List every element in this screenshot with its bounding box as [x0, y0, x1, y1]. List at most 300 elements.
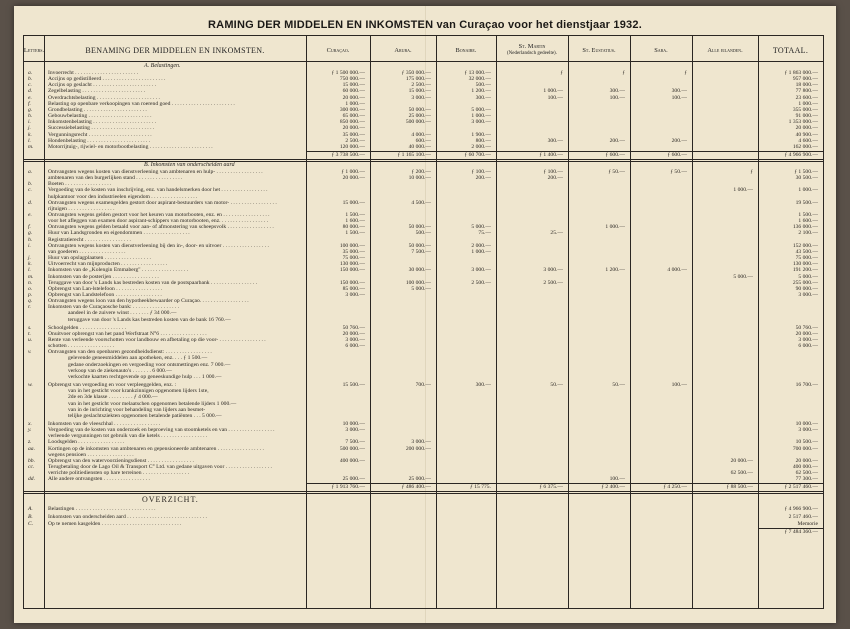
amount-b: ƒ 100.— — [471, 168, 491, 175]
row-letter: d. — [28, 88, 33, 95]
amount-ar: 2 500.— — [411, 82, 431, 89]
row-letter: cc. — [28, 464, 35, 470]
row-letter: h. — [28, 113, 33, 120]
row-label: Gebouwbelasting . . . . . . . . . . . . . . . . . . . . . . . — [48, 113, 152, 120]
row-label: Alle andere ontvangsten . . . . . . . . . . . . . . . . . — [48, 476, 150, 483]
row-label: schotten . . . . . . . . . . . . . . . . . — [48, 343, 115, 350]
column-rule — [568, 36, 569, 608]
amount-ar: 50 000.— — [408, 224, 431, 231]
row-label: Vergunningsrecht . . . . . . . . . . . . . . . . . . . . . . . — [48, 131, 152, 138]
row-label: Ontvangsten wegens kosten van dienstverleening bij den in-, door- en uitvoer . . . . . . . . . . . . . . . . . — [48, 242, 269, 249]
amount-b: 1 200.— — [471, 88, 491, 95]
row-letter: c. — [28, 82, 32, 89]
row-label: Ontvangsten wegens gelden betaald voor aan- of afmonstering van scheepsvolk . . . . . . . . . . . . . . . . . — [48, 224, 274, 231]
amount-c: 750 000.— — [339, 76, 365, 83]
row-label: Vergoeding van de kosten van inschrijving, enz. van handelsmerken door het . . . . . . . . . . . . . . . . . — [48, 187, 268, 194]
amount-sm: 200.— — [547, 175, 563, 182]
amount-sa: ƒ 600.— — [667, 151, 687, 158]
amount-c: 2 500.— — [345, 137, 365, 144]
amount-c: 15 500.— — [342, 382, 365, 389]
row-letter: a. — [28, 70, 33, 76]
care-detail-line: van in de inrichting voor behandeling van lijders aan besmet- — [68, 406, 206, 413]
row-letter: x. — [28, 420, 32, 427]
row-label: Inkomsten van de „Kolengin Emmaberg" . . . . . . . . . . . . . . . . . — [48, 267, 189, 274]
amount-b: 2 000.— — [471, 242, 491, 249]
column-rule — [758, 36, 759, 608]
amount-ar: 25 000.— — [408, 113, 431, 120]
amount-tt: 40 900.— — [795, 131, 818, 138]
amount-c: 85 000.— — [342, 285, 365, 292]
budget-table — [23, 35, 824, 609]
amount-ar: 4 000.— — [411, 131, 431, 138]
amount-tt: 90 000.— — [795, 285, 818, 292]
amount-c: 20 000.— — [342, 175, 365, 182]
amount-tt: 3 000.— — [798, 291, 818, 298]
row-letter: r. — [28, 304, 31, 311]
amount-se: 1 200.— — [605, 267, 625, 274]
row-letter: l. — [28, 267, 31, 274]
amount-al: ƒ — [750, 168, 753, 175]
health-detail-line: gedane onderzoekingen en vergoeding voor ontsmettingen enz. 7 000.— — [68, 361, 231, 368]
amount-tt: ƒ 1 863 000.— — [784, 70, 818, 76]
amount-ar: 5 000.— — [411, 285, 431, 292]
row-label: Opbrengst van vergoeding en voor verpleeggelden, enz. : — [48, 382, 177, 389]
header-st-martin — [496, 39, 568, 61]
amount-c: 3 000.— — [345, 337, 365, 343]
column-rule — [306, 36, 307, 608]
amount-c: ƒ 1 913 760.— — [331, 484, 365, 491]
amount-b: 2 500.— — [471, 279, 491, 286]
amount-se: 100.— — [609, 94, 625, 101]
amount-tt: 6 000.— — [798, 343, 818, 350]
amount-c: 20 000.— — [342, 330, 365, 337]
amount-ar: 15 000.— — [408, 88, 431, 95]
amount-tt: 1 353 000.— — [788, 119, 818, 126]
header-saba: Saba. — [654, 46, 668, 54]
row-label: Vergoeding van de kosten van onderzoek en beproeving van stoomketels en van . . . . . . . . . . . . . . . . . — [48, 427, 275, 434]
row-letter: y. — [28, 427, 32, 434]
row-rule — [758, 528, 823, 529]
amount-al: ƒ 88 500.— — [726, 484, 753, 491]
header-aruba: Aruba. — [394, 46, 412, 54]
row-letter: f. — [28, 224, 31, 231]
amount-b: 5 000.— — [471, 106, 491, 113]
row-letter: a. — [28, 168, 33, 175]
amount-tt: 191 200.— — [792, 267, 818, 274]
amount-sm: 3 000.— — [543, 267, 563, 274]
row-letter: n. — [28, 279, 33, 286]
section-a-heading: A. Belastingen. — [144, 63, 181, 69]
amount-sa: ƒ — [684, 70, 687, 76]
amount-tt: ƒ 4 966 900.— — [784, 151, 818, 158]
amount-tt: 957 000.— — [792, 76, 818, 83]
row-letter: e. — [28, 212, 32, 218]
row-letter: o. — [28, 285, 33, 292]
amount-c: 6 000.— — [345, 343, 365, 350]
row-letter: l. — [28, 137, 31, 144]
amount-c: 3 000.— — [345, 427, 365, 434]
column-rule — [630, 36, 631, 608]
header-alle-eilanden: Alle eilanden. — [707, 46, 743, 54]
amount-sm: ƒ — [560, 70, 563, 76]
row-letter: g. — [28, 230, 33, 237]
amount-b: 2 000.— — [471, 143, 491, 150]
amount-tt: 62 500.— — [795, 470, 818, 477]
row-label: Onuitvoer opbrengst van het pand Werfstraat N°6 . . . . . . . . . . . . . . . . . — [48, 330, 207, 337]
row-label: Inkomsten van de vleeschhal . . . . . . . . . . . . . . . . . — [48, 420, 161, 427]
amount-ar: ƒ 350 000.— — [401, 70, 431, 76]
row-label: Zegelbelasting . . . . . . . . . . . . . . . . . . . . . . . — [48, 88, 146, 95]
amount-se: ƒ 50.— — [608, 168, 625, 175]
row-label: Belastingen . . . . . . . . . . . . . . . . . . . . . . . . . . . . . — [48, 506, 156, 513]
amount-ar: 30 000.— — [408, 267, 431, 274]
row-letter: k. — [28, 131, 32, 138]
amount-b: 1 000.— — [471, 248, 491, 255]
amount-c: 400 000.— — [339, 457, 365, 464]
row-label: Huur van Landsgronden en eigendommen . . . . . . . . . . . . . . . . . — [48, 230, 190, 237]
amount-sa: 200.— — [671, 137, 687, 144]
bank-detail-line: aandeel in de zuivere winst . . . . . . . ƒ 34 000.— — [68, 310, 177, 317]
row-label: voor het afleggen van examen door aspirant-schippers van motorbooten, enz. . . . . . . . . . . . . . . . . . — [48, 218, 269, 225]
amount-ar: 40 000.— — [408, 143, 431, 150]
amount-tt: 1 000.— — [798, 100, 818, 107]
amount-tt: 91 000.— — [795, 113, 818, 120]
bank-detail-line: teruggave van door 's Lands kas bestreden kosten van de bank 16 760.— — [68, 316, 231, 323]
amount-tt: 162 000.— — [792, 143, 818, 150]
amount-ar: 50 000.— — [408, 106, 431, 113]
row-label: Uitvoerrecht van mijnproducten . . . . . . . . . . . . . . . . . — [48, 261, 168, 268]
row-letter: w. — [28, 382, 33, 389]
row-label: verrichte politiediensten op hare terreinen . . . . . . . . . . . . . . . . . — [48, 470, 190, 477]
amount-b: 32 000.— — [468, 76, 491, 83]
amount-se: 50.— — [612, 382, 625, 389]
amount-sm: 2 500.— — [543, 279, 563, 286]
amount-c: 3 000.— — [345, 291, 365, 298]
amount-c: 1 600.— — [345, 218, 365, 225]
row-label: Invoerrecht . . . . . . . . . . . . . . . . . . . . . . . — [48, 70, 139, 76]
amount-sm: 100.— — [547, 94, 563, 101]
section-b-heading: B. Inkomsten van onderscheiden aard — [144, 161, 235, 168]
row-letter: B. — [28, 513, 33, 520]
column-rule — [496, 36, 497, 608]
amount-c: 1 500.— — [345, 230, 365, 237]
amount-b: 75.— — [478, 230, 491, 237]
amount-tt: 1 000.— — [798, 187, 818, 194]
amount-tt: 1 500.— — [798, 212, 818, 218]
row-letter: j. — [28, 255, 31, 262]
amount-c: 25 000.— — [342, 476, 365, 483]
row-label: Opbrengst van Landstelefoon . . . . . . . . . . . . . . . . . — [48, 291, 162, 298]
amount-tt: 3 000.— — [798, 427, 818, 434]
row-letter: b. — [28, 181, 33, 188]
amount-tt: 255 000.— — [792, 279, 818, 286]
row-label: Inkomsten van de posterijen . . . . . . . . . . . . . . . . . — [48, 273, 159, 280]
amount-ar: 25 000.— — [408, 476, 431, 483]
row-letter: h. — [28, 236, 33, 243]
row-label: Kortingen op de inkomsten van ambtenaren en gepensioneerde ambtenaren . . . . . . . . . . . . . . . . . — [48, 445, 264, 452]
row-label: Inkomsten van de Curaçaosche bank: . . . . . . . . . . . . . . . . . — [48, 304, 180, 311]
row-letter: z. — [28, 439, 32, 446]
row-label: Loodsgelden . . . . . . . . . . . . . . . . . — [48, 439, 125, 446]
row-label: Opbrengst van den watervoorzieningsdienst . . . . . . . . . . . . . . . . . — [48, 457, 194, 464]
header-letters: Letters. — [23, 46, 45, 54]
amount-sa: ƒ 50.— — [670, 168, 687, 175]
amount-c: 300 000.— — [339, 106, 365, 113]
amount-tt: 43 500.— — [795, 248, 818, 255]
amount-sm: ƒ 100.— — [543, 168, 563, 175]
amount-b: 3 000.— — [471, 119, 491, 126]
amount-se: 300.— — [609, 88, 625, 95]
amount-tt: 10 000.— — [795, 420, 818, 427]
amount-c: 100 000.— — [339, 242, 365, 249]
amount-c: 60 000.— — [342, 88, 365, 95]
row-label: Op te nemen kasgelden . . . . . . . . . . . . . . . . . . . . . . . . . . . . . — [48, 520, 182, 527]
amount-tt: 20 000.— — [795, 125, 818, 132]
amount-ar: ƒ 1 165 100.— — [397, 151, 431, 158]
amount-ar: ƒ 486 400.— — [401, 484, 431, 491]
row-letter: bb. — [28, 457, 35, 464]
amount-b: 1 000.— — [471, 113, 491, 120]
amount-se: 200.— — [609, 137, 625, 144]
amount-tt: 23 600.— — [795, 94, 818, 101]
row-letter: q. — [28, 298, 33, 305]
amount-ar: 200 000.— — [405, 445, 431, 452]
amount-c: 80 000.— — [342, 224, 365, 231]
amount-c: 50 760.— — [342, 324, 365, 331]
amount-b: 800.— — [475, 137, 491, 144]
amount-sm: 1 000.— — [543, 88, 563, 95]
row-label: Terugbetaling door de Lago Oil & Transport C° Ltd. van gedane uitgaven voor . . . . . . . . . . . . . . . . . — [48, 464, 272, 470]
row-rule — [24, 491, 823, 494]
amount-sm: 50.— — [550, 382, 563, 389]
amount-c: 15 000.— — [342, 199, 365, 206]
amount-c: 1 000.— — [345, 100, 365, 107]
row-label: Inkomstenbelasting . . . . . . . . . . . . . . . . . . . . . . . — [48, 119, 157, 126]
column-rule — [370, 36, 371, 608]
amount-c: ƒ 3 738 500.— — [331, 151, 365, 158]
row-letter: v. — [28, 349, 32, 356]
amount-sa: 100.— — [671, 94, 687, 101]
amount-ar: 10 000.— — [408, 175, 431, 182]
row-letter: s. — [28, 324, 32, 331]
amount-ar: 4 500.— — [411, 199, 431, 206]
amount-tt: 77 800.— — [795, 88, 818, 95]
amount-se: 1 000.— — [605, 224, 625, 231]
row-label: hulpkantoor voor den industrieelen eigendom . . . . . . . . . . . . . . . . . — [48, 193, 198, 200]
row-label: Belasting op openbare verkoopingen van roerend goed . . . . . . . . . . . . . . . . . . . . . . . — [48, 100, 235, 107]
health-detail-line: gelevende geneesmiddelen aan apotheken, enz. . . . ƒ 1 500.— — [68, 355, 208, 362]
amount-c: 20 000.— — [342, 94, 365, 101]
row-label: Accijns op geslacht . . . . . . . . . . . . . . . . . . . . . . . — [48, 82, 157, 89]
row-letter: d. — [28, 199, 33, 206]
amount-ar: 600.— — [415, 137, 431, 144]
amount-tt: 4 600.— — [798, 137, 818, 144]
amount-c: 150 000.— — [339, 267, 365, 274]
column-rule — [44, 36, 45, 608]
amount-b: 3 000.— — [471, 267, 491, 274]
amount-b: 300.— — [475, 382, 491, 389]
amount-tt: ƒ 4 966 900.— — [784, 506, 818, 513]
amount-se: ƒ 600.— — [605, 151, 625, 158]
header-st-eustatius: St. Eustatius. — [582, 46, 616, 54]
row-label: ambtenaren van den burgerlijken stand . . . . . . . . . . . . . . . . . — [48, 175, 183, 182]
row-letter: m. — [28, 143, 34, 150]
amount-b: ƒ 60 700.— — [464, 151, 491, 158]
amount-c: 35 000.— — [342, 131, 365, 138]
amount-tt: ƒ 7 484 360.— — [784, 528, 818, 535]
amount-c: 150 000.— — [339, 279, 365, 286]
amount-c: ƒ 1 500 000.— — [331, 70, 365, 76]
amount-b: 300.— — [475, 94, 491, 101]
row-label: Ontvangsten wegens gelden gestort voor het keuren van motorbooten, enz. en . . . . . . . . . . . . . . . . . — [48, 212, 270, 218]
row-label: Ontvangsten wegens kosten van dienstverleening van ambtenaren en hulp- . . . . . . . . . . . . . . . . . — [48, 168, 263, 175]
care-detail-line: telijke geslachtsziekten opgenomen betalende patiënten . . . 5 000.— — [68, 412, 222, 419]
row-letter: b. — [28, 76, 33, 83]
amount-ar: 700.— — [415, 382, 431, 389]
row-letter: c. — [28, 187, 32, 194]
amount-tt: 136 000.— — [792, 224, 818, 231]
row-rule — [306, 151, 823, 152]
amount-tt: 700 000.— — [792, 445, 818, 452]
amount-sm: ƒ 1 400.— — [539, 151, 563, 158]
amount-sa: ƒ 4 250.— — [663, 484, 687, 491]
amount-tt: 5 000.— — [798, 273, 818, 280]
amount-b: 500.— — [475, 82, 491, 89]
amount-ar: 175 000.— — [405, 76, 431, 83]
amount-tt: 400 000.— — [792, 464, 818, 470]
row-letter: u. — [28, 337, 33, 343]
amount-ar: 100 000.— — [405, 279, 431, 286]
amount-c: 7 500.— — [345, 439, 365, 446]
amount-b: 1 900.— — [471, 131, 491, 138]
amount-c: 75 000.— — [342, 255, 365, 262]
row-letter: f. — [28, 100, 31, 107]
amount-ar: 3 000.— — [411, 94, 431, 101]
row-label: Registratierecht . . . . . . . . . . . . . . . . . — [48, 236, 131, 243]
column-rule — [436, 36, 437, 608]
row-label: Motorrijtuig-, rijwiel- en motorbootbelasting . . . . . . . . . . . . . . . . . . . . . . . — [48, 143, 213, 150]
row-rule — [24, 159, 823, 162]
row-letter: k. — [28, 261, 32, 268]
amount-tt: 10 500.— — [795, 439, 818, 446]
row-letter: p. — [28, 291, 33, 298]
amount-tt: 1 600.— — [798, 218, 818, 225]
health-detail-line: verkoop van de ziekenauto's . . . . . . . 6 000.— — [68, 367, 172, 374]
amount-tt: 77 300.— — [795, 476, 818, 483]
amount-al: 20 000.— — [730, 457, 753, 464]
care-detail-line: van in het gesticht voor melaatschen opgenomen betalende lijders 1 000.— — [68, 400, 237, 407]
header-curacao: Curaçao. — [326, 46, 350, 54]
row-label: Accijns op gedistilleerd . . . . . . . . . . . . . . . . . . . . . . . — [48, 76, 166, 83]
amount-sa: 300.— — [671, 88, 687, 95]
care-detail-line: 2de en 3de klasse . . . . . . . . . ƒ 4 000.— — [68, 394, 158, 401]
amount-tt: ƒ 2 517 460.— — [784, 484, 818, 491]
amount-c: ƒ 1 000.— — [341, 168, 365, 175]
amount-tt: 3 000.— — [798, 337, 818, 343]
amount-c: 120 000.— — [339, 143, 365, 150]
amount-b: 5 000.— — [471, 224, 491, 231]
row-letter: aa. — [28, 445, 35, 452]
header-benaming: BENAMING DER MIDDELEN EN INKOMSTEN. — [85, 45, 265, 55]
amount-c: 20 000.— — [342, 125, 365, 132]
amount-ar: 500 000.— — [405, 119, 431, 126]
amount-tt: 20 000.— — [795, 457, 818, 464]
amount-c: 15 000.— — [342, 82, 365, 89]
amount-sm: 300.— — [547, 137, 563, 144]
header-bonaire: Bonaire. — [455, 46, 477, 54]
row-label: wegens pensioen . . . . . . . . . . . . . . . . . — [48, 451, 134, 458]
amount-sm: 25.— — [550, 230, 563, 237]
row-letter: t. — [28, 330, 31, 337]
amount-tt: 152 000.— — [792, 242, 818, 249]
amount-c: 1 500.— — [345, 212, 365, 218]
row-label: verleende vergunningen tot gebruik van die ketels . . . . . . . . . . . . . . . . . — [48, 433, 208, 440]
amount-tt: 18 000.— — [795, 82, 818, 89]
row-letter: i. — [28, 119, 31, 126]
amount-tt: 130 000.— — [792, 261, 818, 268]
header-st-martin-label: St. Martin — [518, 43, 546, 50]
amount-tt: Memorie — [797, 520, 818, 527]
amount-b: ƒ 13 000.— — [464, 70, 491, 76]
row-label: Rente van verleende voorschotten voor landbouw en afbetaling op die voor- . . . . . . . . . . . . . . . . . — [48, 337, 266, 343]
amount-al: 62 500.— — [730, 470, 753, 477]
row-label: Boeten . . . . . . . . . . . . . . . . . — [48, 181, 112, 188]
amount-ar: 7 500.— — [411, 248, 431, 255]
amount-al: 1 000.— — [733, 187, 753, 194]
overzicht-heading: OVERZICHT. — [142, 495, 199, 505]
amount-se: 100.— — [609, 476, 625, 483]
amount-c: 65 000.— — [342, 113, 365, 120]
amount-ar: 50 000.— — [408, 242, 431, 249]
row-letter: C. — [28, 520, 34, 527]
amount-tt: 19 500.— — [795, 199, 818, 206]
row-label: Huur van opslagplaatsen . . . . . . . . . . . . . . . . . — [48, 255, 151, 262]
row-letter: dd. — [28, 476, 35, 483]
header-st-martin-sub: (Nederlandsch gedeelte). — [507, 51, 557, 56]
row-label: Ontvangsten wegens loon van den hypotheekbewaarder op Curaçao. . . . . . . . . . . . . . . . . . — [48, 298, 249, 305]
amount-tt: 30 500.— — [795, 175, 818, 182]
row-letter: A. — [28, 506, 33, 513]
row-label: Overdrachtsbelasting . . . . . . . . . . . . . . . . . . . . . . . — [48, 94, 160, 101]
amount-se: ƒ — [622, 70, 625, 76]
row-letter: e. — [28, 94, 32, 101]
row-label: Hondenbelasting . . . . . . . . . . . . . . . . . . . . . . . — [48, 137, 151, 144]
amount-tt: 50 760.— — [795, 324, 818, 331]
row-label: Ontvangsten wegens examengelden gestort door aspirant-bestuurders van motor- . . . . . . . . . . . . . . . . . — [48, 199, 277, 206]
amount-se: ƒ 2 400.— — [601, 484, 625, 491]
amount-ar: ƒ 200.— — [411, 168, 431, 175]
header-totaal: TOTAAL. — [772, 45, 809, 55]
amount-c: 35 000.— — [342, 248, 365, 255]
row-rule — [24, 61, 823, 62]
amount-tt: 20 000.— — [795, 330, 818, 337]
amount-tt: 2 100.— — [798, 230, 818, 237]
care-detail-line: van in het gesticht voor krankzinnigen opgenomen lijders 1ste, — [68, 388, 209, 395]
amount-sa: 4 000.— — [667, 267, 687, 274]
amount-b: 200.— — [475, 175, 491, 182]
amount-sm: ƒ 6 375.— — [539, 484, 563, 491]
amount-tt: 16 700.— — [795, 382, 818, 389]
row-letter: g. — [28, 106, 33, 113]
row-label: Successiebelasting . . . . . . . . . . . . . . . . . . . . . . . — [48, 125, 155, 132]
row-rule — [306, 483, 823, 484]
row-label: van goederen . . . . . . . . . . . . . . . . . — [48, 248, 126, 255]
health-detail-line: verkochte kaarten rechtgevende op geneeskundige hulp . . . 1 000.— — [68, 373, 222, 380]
row-label: Ontvangsten van den openbaren gezondheidsdienst: . . . . . . . . . . . . . . . . . — [48, 349, 212, 356]
row-letter: j. — [28, 125, 31, 132]
amount-ar: 3 000.— — [411, 439, 431, 446]
amount-b: ƒ 15 775. — [470, 484, 491, 491]
